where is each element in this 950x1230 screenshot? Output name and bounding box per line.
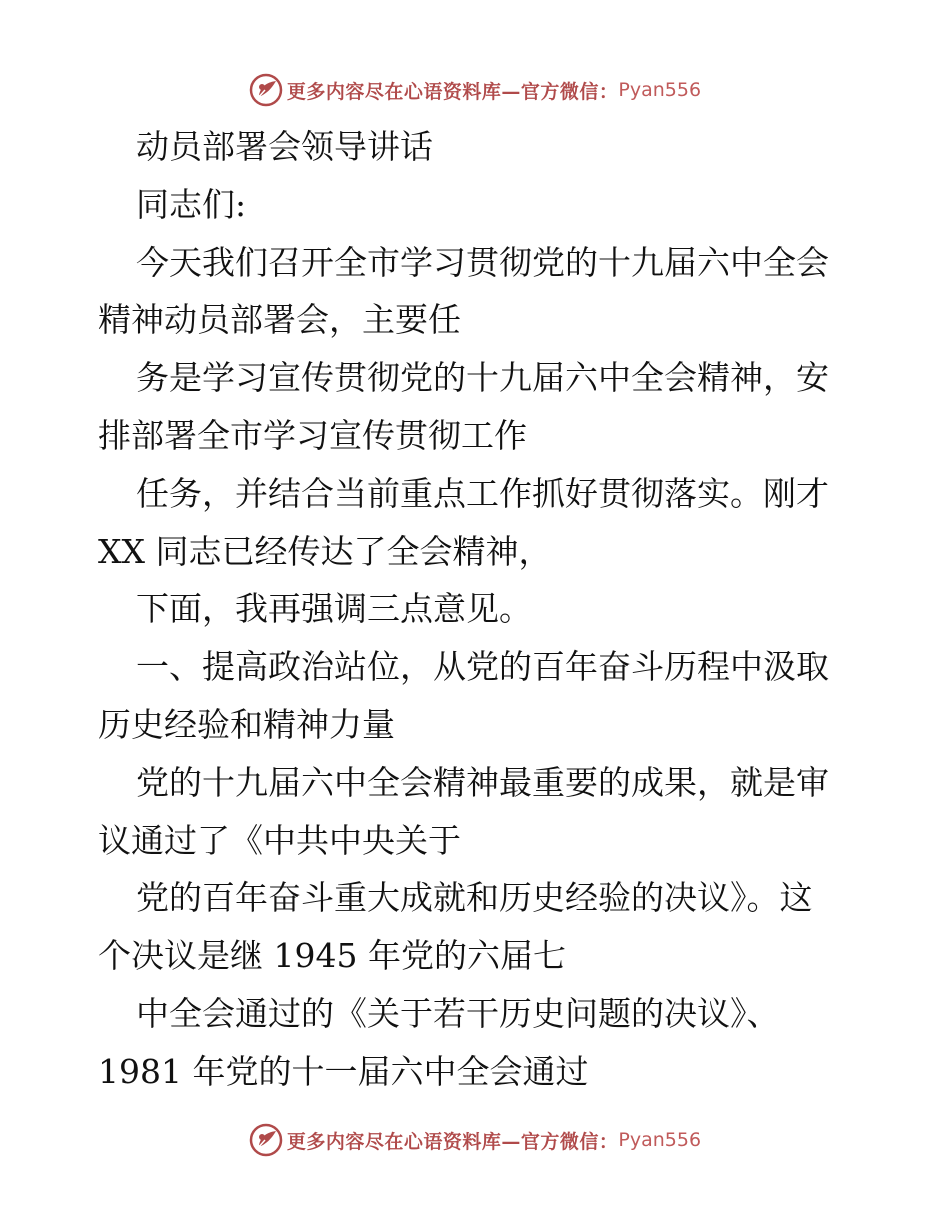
- document-line: 任务，并结合当前重点工作抓好贯彻落实。刚才: [136, 473, 829, 513]
- quill-heart-logo-icon: [249, 73, 283, 107]
- document-line: 中全会通过的《关于若干历史问题的决议》、: [136, 993, 780, 1033]
- document-line: 党的十九届六中全会精神最重要的成果，就是审: [136, 762, 829, 802]
- footer-watermark: [0, 1120, 950, 1160]
- document-line: 议通过了《中共中央关于: [98, 820, 461, 860]
- document-line: 历史经验和精神力量: [98, 704, 395, 744]
- document-line: 一、提高政治站位，从党的百年奋斗历程中汲取: [136, 647, 829, 687]
- header-watermark: [0, 70, 950, 110]
- watermark-wechat-id: Pyan556: [618, 1129, 702, 1151]
- document-line: 党的百年奋斗重大成就和历史经验的决议》。这: [136, 878, 813, 918]
- document-line: 个决议是继 1945 年党的六届七: [98, 936, 566, 976]
- document-line: 同志们:: [136, 184, 247, 224]
- watermark-brand-text: 更多内容尽在心语资料库—官方微信：: [286, 80, 619, 103]
- document-line: 下面，我再强调三点意见。: [136, 589, 532, 629]
- watermark-brand-text: 更多内容尽在心语资料库—官方微信：: [286, 1130, 619, 1153]
- document-line: 1981 年党的十一届六中全会通过: [98, 1051, 589, 1091]
- document-line: 精神动员部署会，主要任: [98, 300, 461, 340]
- document-line: 动员部署会领导讲话: [136, 127, 433, 166]
- watermark-wechat-id: Pyan556: [618, 79, 702, 101]
- document-line: 今天我们召开全市学习贯彻党的十九届六中全会: [136, 242, 829, 282]
- document-line: 排部署全市学习宣传贯彻工作: [98, 415, 527, 455]
- document-line: XX 同志已经传达了全会精神，: [98, 531, 552, 571]
- quill-heart-logo-icon: [249, 1123, 283, 1157]
- document-body: [98, 118, 858, 1101]
- document-line: 务是学习宣传贯彻党的十九届六中全会精神，安: [136, 358, 829, 398]
